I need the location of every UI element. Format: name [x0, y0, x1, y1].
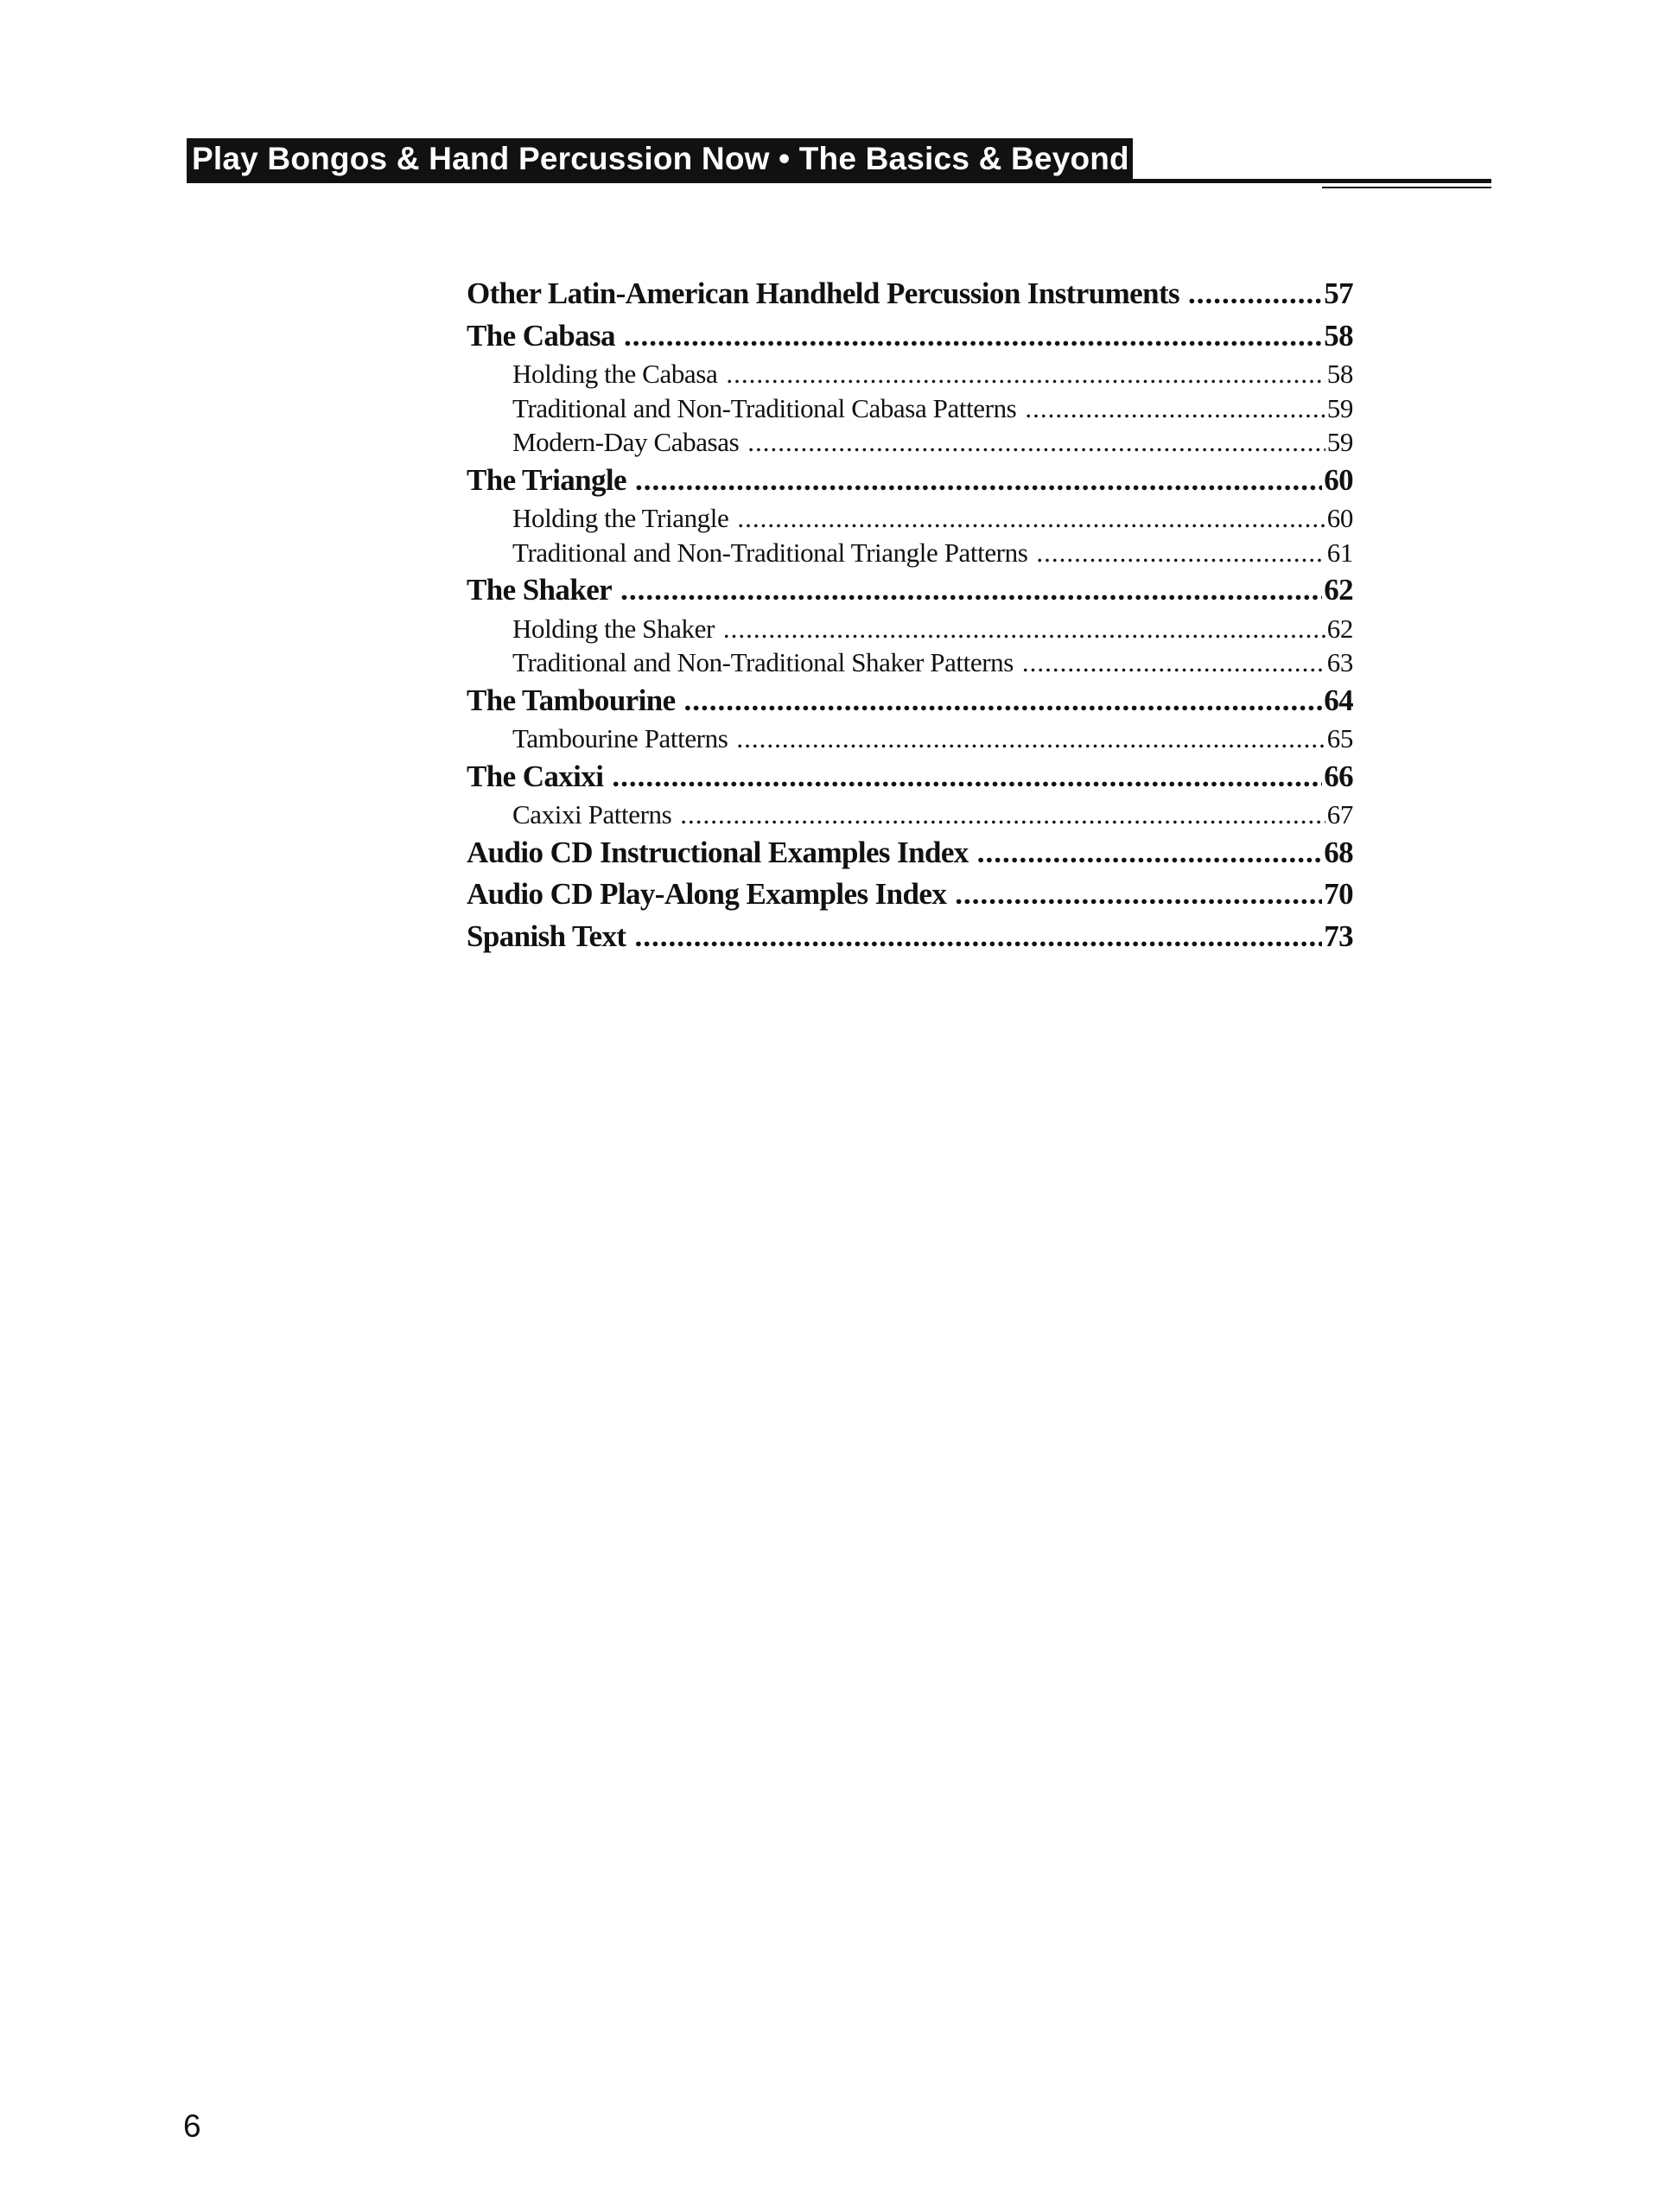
dot-leader: [612, 756, 1322, 798]
toc-subentry[interactable]: [467, 357, 1353, 391]
table-of-contents: [467, 273, 1353, 957]
toc-entry-title: Audio CD Play-Along Examples Index: [467, 877, 947, 911]
toc-entry-title: Traditional and Non-Traditional Cabasa Patterns: [512, 392, 1017, 423]
toc-entry[interactable]: [467, 460, 1353, 502]
toc-entry-title: Tambourine Patterns: [512, 723, 728, 753]
toc-entry-page: 62: [1324, 573, 1353, 607]
toc-entry-title: Holding the Triangle: [512, 503, 729, 533]
toc-entry-title: The Triangle: [467, 462, 626, 497]
toc-entry-page: 73: [1324, 918, 1353, 953]
toc-entry-title: Holding the Cabasa: [512, 359, 718, 389]
toc-entry-title: Traditional and Non-Traditional Triangle Patterns: [512, 537, 1028, 568]
toc-subentry[interactable]: [467, 612, 1353, 646]
dot-leader: [620, 569, 1322, 612]
toc-entry-page: 64: [1324, 683, 1353, 717]
dot-leader: [624, 315, 1322, 358]
toc-entry-page: 61: [1326, 537, 1353, 568]
toc-entry-title: Holding the Shaker: [512, 613, 715, 644]
dot-leader: [736, 721, 1325, 756]
dot-leader: [684, 680, 1323, 722]
dot-leader: [1025, 391, 1325, 426]
toc-entry-page: 59: [1326, 392, 1353, 423]
toc-entry-page: 65: [1326, 723, 1353, 753]
dot-leader: [1188, 273, 1322, 315]
toc-entry-title: The Caxixi: [467, 759, 604, 793]
toc-entry-page: 67: [1326, 799, 1353, 830]
toc-entry-title: Traditional and Non-Traditional Shaker Patterns: [512, 647, 1014, 677]
toc-entry[interactable]: [467, 680, 1353, 722]
toc-entry-title: The Cabasa: [467, 318, 615, 353]
page-number: 6: [183, 2108, 201, 2144]
dot-leader: [723, 612, 1325, 646]
dot-leader: [680, 798, 1325, 832]
toc-entry[interactable]: [467, 273, 1353, 315]
toc-entry-page: 59: [1326, 427, 1353, 457]
dot-leader: [977, 832, 1323, 874]
dot-leader: [634, 916, 1322, 958]
dot-leader: [1022, 645, 1325, 680]
toc-entry-page: 68: [1324, 835, 1353, 869]
dot-leader: [737, 501, 1325, 536]
running-header: Play Bongos & Hand Percussion Now • The Basics & Beyond: [187, 138, 1133, 179]
toc-entry-page: 70: [1324, 877, 1353, 911]
toc-entry[interactable]: [467, 874, 1353, 916]
toc-subentry[interactable]: [467, 391, 1353, 426]
toc-entry-title: Modern-Day Cabasas: [512, 427, 740, 457]
toc-entry[interactable]: [467, 315, 1353, 358]
toc-subentry[interactable]: [467, 501, 1353, 536]
toc-subentry[interactable]: [467, 536, 1353, 570]
toc-entry-title: Other Latin-American Handheld Percussion Instruments: [467, 276, 1180, 310]
toc-subentry[interactable]: [467, 645, 1353, 680]
toc-subentry[interactable]: [467, 798, 1353, 832]
toc-entry-page: 58: [1324, 318, 1353, 353]
toc-entry[interactable]: [467, 916, 1353, 958]
toc-entry[interactable]: [467, 756, 1353, 798]
toc-entry-page: 57: [1324, 276, 1353, 310]
toc-entry-page: 63: [1326, 647, 1353, 677]
toc-entry-page: 60: [1324, 462, 1353, 497]
toc-entry-page: 58: [1326, 359, 1353, 389]
toc-entry-title: Audio CD Instructional Examples Index: [467, 835, 969, 869]
toc-entry-page: 66: [1324, 759, 1353, 793]
dot-leader: [747, 425, 1325, 460]
header-rule-secondary: [1322, 187, 1491, 188]
toc-entry[interactable]: [467, 832, 1353, 874]
toc-entry-page: 62: [1326, 613, 1353, 644]
toc-entry-page: 60: [1326, 503, 1353, 533]
toc-entry-title: Caxixi Patterns: [512, 799, 672, 830]
toc-entry-title: The Shaker: [467, 573, 613, 607]
toc-entry-title: The Tambourine: [467, 683, 676, 717]
toc-entry[interactable]: [467, 569, 1353, 612]
dot-leader: [1036, 536, 1325, 570]
toc-entry-title: Spanish Text: [467, 918, 626, 953]
toc-subentry[interactable]: [467, 721, 1353, 756]
dot-leader: [726, 357, 1325, 391]
dot-leader: [955, 874, 1322, 916]
header-rule: [187, 179, 1491, 183]
toc-subentry[interactable]: [467, 425, 1353, 460]
dot-leader: [635, 460, 1322, 502]
